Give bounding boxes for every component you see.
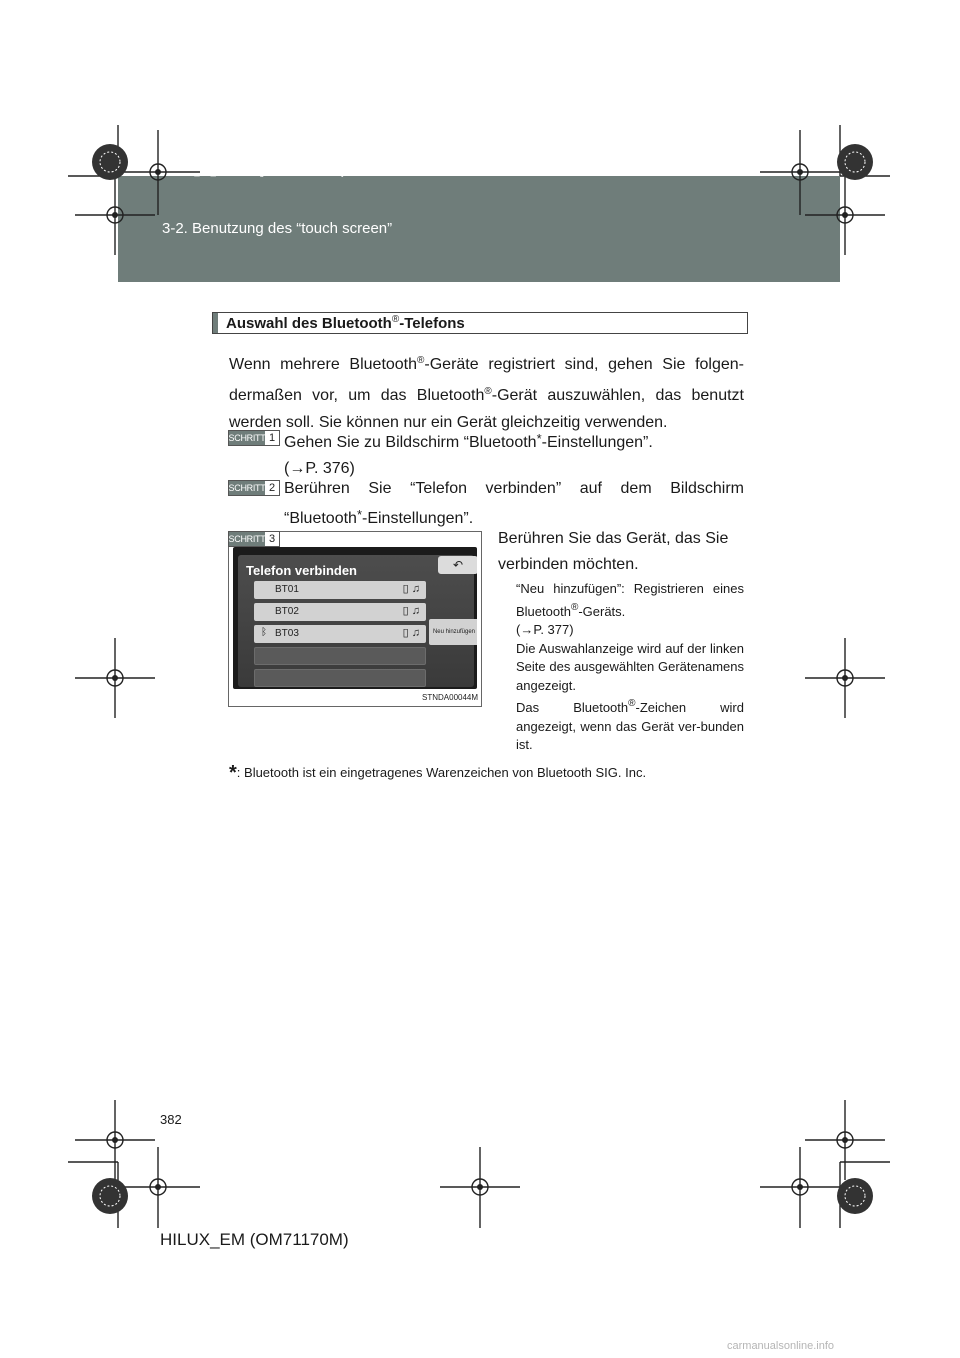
watermark: carmanualsonline.info (727, 1340, 835, 1352)
section-heading (212, 312, 748, 334)
intro-paragraph: Wenn mehrere Bluetooth®-Geräte registriert sind, gehen Sie folgen-dermaßen vor, um das Bluetooth®-Gerät auszuwählen, das benutzt werden soll. Sie können nur ein Gerät gleichzeitig verwenden. (229, 355, 744, 431)
file-mark: sec_03_02.fm Page 382 Wednesday, March 30, 2011 6:43 PM (178, 168, 477, 178)
phone-music-icon: ▯ ♫ (402, 627, 420, 639)
add-new-device-button[interactable]: Neu hinzufügen (429, 619, 477, 645)
touch-screen (233, 547, 477, 689)
step-badge-1: SCHRITT 1 (228, 430, 280, 446)
heading-accent-bar (213, 313, 218, 333)
screen-title: Telefon verbinden (246, 563, 357, 578)
back-button[interactable]: ↶ (438, 556, 477, 574)
device-row-bt02[interactable]: BT02 ▯ ♫ (254, 603, 426, 621)
step-3-notes: “Neu hinzufügen”: Registrieren eines Bluetooth®-Geräts. (→P. 377) Die Auswahlanzeige wird auf der linken Seite des ausgewählten Gerätenamens angezeigt. Das Bluetooth®-Zeichen wird angezeigt, wenn das Gerät ver-bunden ist. (516, 581, 744, 752)
step-badge-2: SCHRITT 2 (228, 480, 280, 496)
heading-title: Auswahl des Bluetooth®-Telefons (226, 314, 465, 332)
section-title: 3-2. Benutzung des “touch screen” (162, 220, 393, 237)
page-number: 382 (160, 1112, 182, 1127)
manual-code: HILUX_EM (OM71170M) (160, 1230, 349, 1249)
footnote: *: Bluetooth ist ein eingetragenes Warenzeichen von Bluetooth SIG. Inc. (229, 762, 647, 784)
device-row-empty (254, 669, 426, 687)
bluetooth-icon: ᛒ (261, 627, 267, 638)
device-row-bt03[interactable]: ᛒ BT03 ▯ ♫ (254, 625, 426, 643)
device-row-bt01[interactable]: BT01 ▯ ♫ (254, 581, 426, 599)
step-1-text: Gehen Sie zu Bildschirm “Bluetooth*-Einstellungen”. (→P. 376) (284, 431, 653, 477)
step-2-text: Berühren Sie “Telefon verbinden” auf dem Bildschirm “Bluetooth*-Einstellungen”. (284, 480, 744, 527)
phone-music-icon: ▯ ♫ (402, 605, 420, 617)
screen-illustration (228, 531, 482, 707)
header-band (118, 176, 840, 282)
step-badge-3: SCHRITT 3 (228, 531, 280, 547)
device-row-empty (254, 647, 426, 665)
image-code: STNDA00044M (422, 693, 479, 702)
step-3-text: Berühren Sie das Gerät, das Sie verbinden möchten. (498, 530, 729, 573)
phone-music-icon: ▯ ♫ (402, 583, 420, 595)
